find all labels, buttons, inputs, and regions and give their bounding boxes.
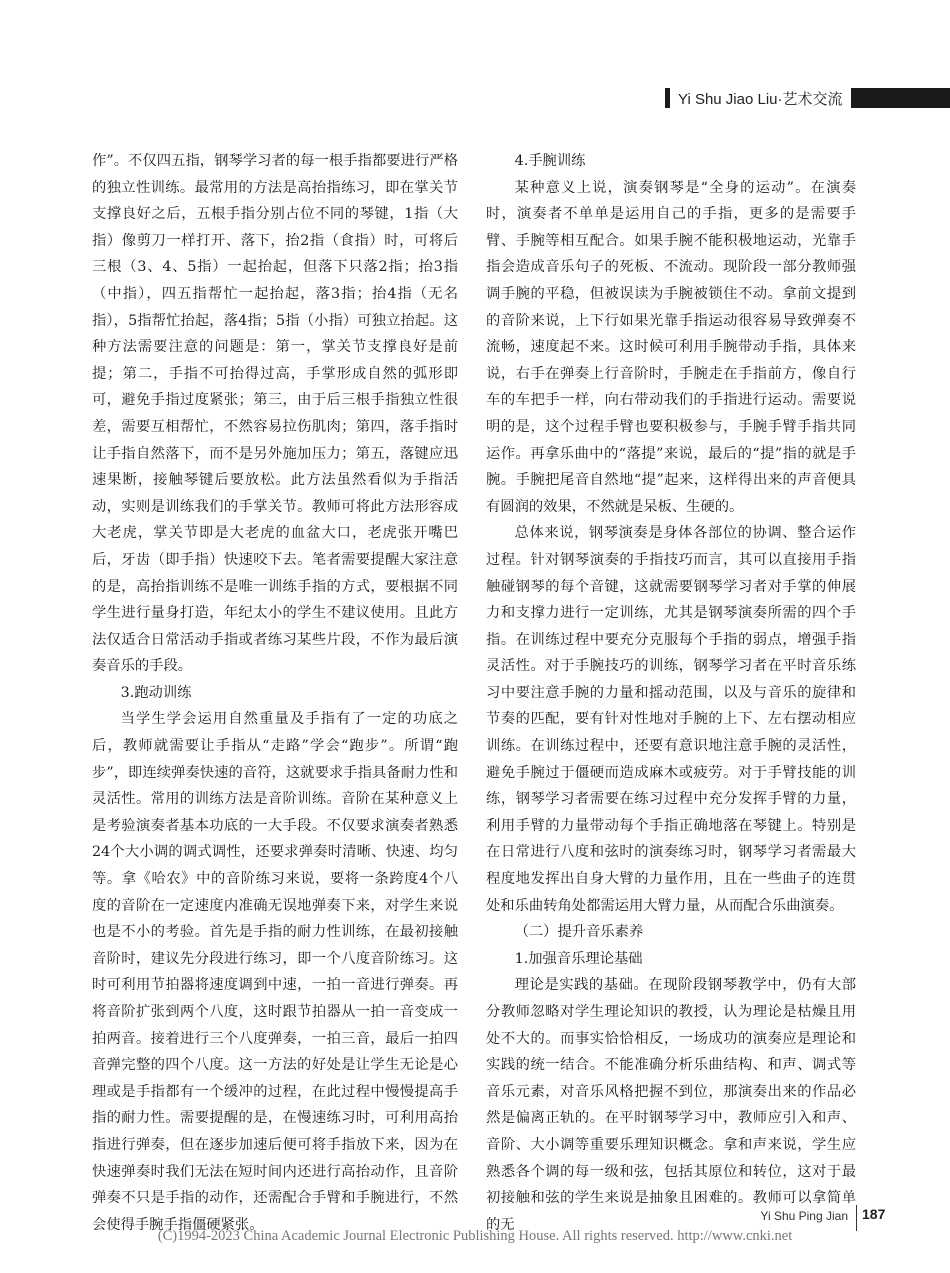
section-heading-music-literacy: （二）提升音乐素养 bbox=[514, 924, 644, 941]
running-header bbox=[665, 87, 950, 109]
header-bar-left bbox=[665, 88, 670, 108]
right-paragraph-1: 某种意义上说，演奏钢琴是“全身的运动”。在演奏时，演奏者不单单是运用自己的手指，更多的是需要手臂、手腕等相互配合。如果手腕不能积极地运动，光靠手指会造成音乐句子的死板、不流动。现阶段一部分教师强调手腕的平稳，但被误读为手腕被锁住不动。拿前文提到的音阶来说，上下行如果光靠手指运动很容易导致弹奏不流畅，速度起不来。这时候可利用手腕带动手指，具体来说，右手在弹奏上行音阶时，手腕走在手指前方，像自行车的车把手一样，向右带动我们的手指进行运动。需要说明的是，这个过程手臂也要积极参与，手腕手臂手指共同运作。再拿乐曲中的“落提”来说，最后的“提”指的就是手腕。手腕把尾音自然地“提”起来，这样得出来的声音便具有圆润的效果，不然就是呆板、生硬的。 bbox=[486, 179, 856, 515]
page-number: 187 bbox=[862, 1206, 886, 1222]
right-paragraph-3: 理论是实践的基础。在现阶段钢琴教学中，仍有大部分教师忽略对学生理论知识的教授，认为理论是枯燥且用处不大的。而事实恰恰相反，一场成功的演奏应是理论和实践的统一结合。不能准确分析乐曲结构、和声、调式等音乐元素，对音乐风格把握不到位，那演奏出来的作品必然是偏离正轨的。在平时钢琴学习中，教师应引入和声、音阶、大小调等重要乐理知识概念。拿和声来说，学生应熟悉各个调的每一级和弦，包括其原位和转位，这对于最初接触和弦的学生来说是抽象且困难的。教师可以拿简单的无 bbox=[486, 977, 856, 1233]
left-paragraph-1: 作”。不仅四五指，钢琴学习者的每一根手指都要进行严格的独立性训练。最常用的方法是高抬指练习，即在掌关节支撑良好之后，五根手指分别占位不同的琴键，1指（大指）像剪刀一样打开、落下，抬2指（食指）时，可将后三根（3、4、5指）一起抬起，但落下只落2指；抬3指（中指），四五指帮忙一起抬起，落3指；抬4指（无名指），5指帮忙抬起，落4指；5指（小指）可独立抬起。这种方法需要注意的问题是：第一，掌关节支撑良好是前提；第二，手指不可抬得过高，手掌形成自然的弧形即可，避免手指过度紧张；第三，由于后三根手指独立性很差，需要互相帮忙，不然容易拉伤肌肉；第四，落手指时让手指自然落下，而不是另外施加压力；第五，落键应迅速果断，接触琴键后要放松。此方法虽然看似为手指活动，实则是训练我们的手掌关节。教师可将此方法形容成大老虎，掌关节即是大老虎的血盆大口，老虎张开嘴巴后，牙齿（即手指）快速咬下去。笔者需要提醒大家注意的是，高抬指训练不是唯一训练手指的方式，要根据不同学生进行量身打造，年纪太小的学生不建议使用。且此方法仅适合日常活动手指或者练习某些片段，不作为最后演奏音乐的手段。 bbox=[92, 153, 458, 675]
footer-journal-name: Yi Shu Ping Jian bbox=[760, 1209, 848, 1223]
section-heading-wrist: 4.手腕训练 bbox=[514, 153, 586, 169]
right-column bbox=[486, 148, 856, 1238]
right-paragraph-2: 总体来说，钢琴演奏是身体各部位的协调、整合运作过程。针对钢琴演奏的手指技巧而言，其可以直接用手指触碰钢琴的每个音键，这就需要钢琴学习者对手掌的伸展力和支撑力进行一定训练，尤其是钢琴演奏所需的四个手指。在训练过程中要充分克服每个手指的弱点，增强手指灵活性。对于手腕技巧的训练，钢琴学习者在平时音乐练习中要注意手腕的力量和摇动范围，以及与音乐的旋律和节奏的匹配，要有针对性地对手腕的上下、左右摆动相应训练。在训练过程中，还要有意识地注意手腕的灵活性，避免手腕过于僵硬而造成麻木或疲劳。对于手臂技能的训练，钢琴学习者需要在练习过程中充分发挥手臂的力量，利用手臂的力量带动每个手指正确地落在琴键上。特别是在日常进行八度和弦时的演奏练习时，钢琴学习者需最大程度地发挥出自身大臂的力量作用，且在一些曲子的连贯处和乐曲转角处都需运用大臂力量，从而配合乐曲演奏。 bbox=[486, 525, 856, 914]
left-paragraph-2: 当学生学会运用自然重量及手指有了一定的功底之后，教师就需要让手指从“走路”学会“跑步”。所谓“跑步”，即连续弹奏快速的音符，这就要求手指具备耐力性和灵活性。常用的训练方法是音阶训练。音阶在某种意义上是考验演奏者基本功底的一大手段。不仅要求演奏者熟悉24个大小调的调式调性，还要求弹奏时清晰、快速、均匀等。拿《哈农》中的音阶练习来说，要将一条跨度4个八度的音阶在一定速度内准确无误地弹奏下来，对学生来说也是不小的考验。首先是手指的耐力性训练，在最初接触音阶时，建议先分段进行练习，即一个八度音阶练习。这时可利用节拍器将速度调到中速，一拍一音进行弹奏。再将音阶扩张到两个八度，这时跟节拍器从一拍一音变成一拍两音。接着进行三个八度弹奏，一拍三音，最后一拍四音弹完整的四个八度。这一方法的好处是让学生无论是心理或是手指都有一个缓冲的过程，在此过程中慢慢提高手指的耐力性。需要提醒的是，在慢速练习时，可利用高抬指进行弹奏，但在逐步加速后便可将手指放下来，因为在快速弹奏时我们无法在短时间内还进行高抬动作，且音阶弹奏不只是手指的动作，还需配合手臂和手腕进行，不然会使得手腕手指僵硬紧张。 bbox=[92, 711, 458, 1233]
header-bar-right bbox=[851, 88, 950, 108]
section-heading-running: 3.跑动训练 bbox=[120, 684, 192, 701]
left-column bbox=[92, 148, 458, 1238]
copyright-notice: (C)1994-2023 China Academic Journal Electronic Publishing House. All rights reserved. http://www.cnki.net bbox=[157, 1228, 793, 1244]
section-heading-theory: 1.加强音乐理论基础 bbox=[514, 950, 643, 967]
header-title: Yi Shu Jiao Liu·艺术交流 bbox=[678, 90, 843, 108]
